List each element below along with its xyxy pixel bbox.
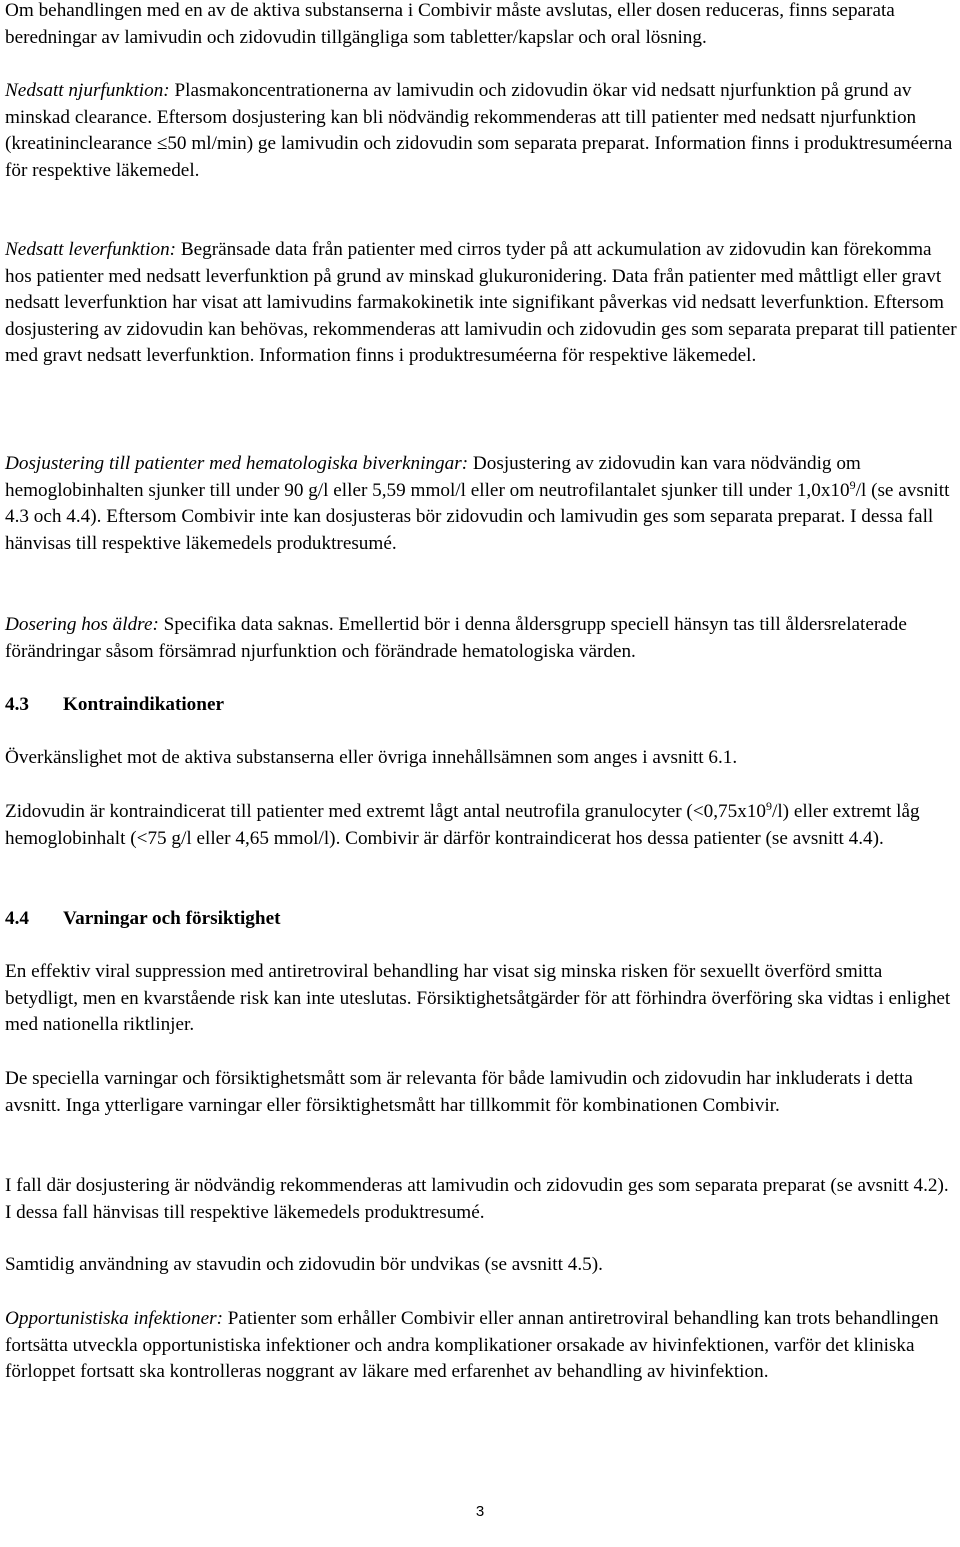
less-equal-symbol: ≤ xyxy=(156,133,168,155)
paragraph-hematologic-dose-adjustment xyxy=(5,451,957,557)
label-opportunistic-infections: Opportunistiska infektioner: xyxy=(5,1308,223,1329)
paragraph-opportunistic-infections xyxy=(5,1306,957,1386)
label-hepatic-impairment: Nedsatt leverfunktion: xyxy=(5,239,177,260)
paragraph-hepatic-impairment xyxy=(5,237,957,370)
section-title: Varningar och försiktighet xyxy=(63,908,281,929)
text-contraindication-b: /l) eller extremt låg hemoglobinhalt (<75 g/l eller 4,65 mmol/l). Combivir är därför kontraindicerat hos dessa patienter (se avsnitt 4.4). xyxy=(5,801,920,849)
label-elderly-dosing: Dosering hos äldre: xyxy=(5,614,159,635)
section-heading-contraindications xyxy=(5,692,224,719)
text-hematologic-a: Dosjustering av zidovudin kan vara nödvändig om hemoglobinhalten sjunker till under 90 g/l eller 5,59 mmol/l eller om neutrofilantalet sjunker till under 1,0x10 xyxy=(5,453,861,501)
section-title: Kontraindikationer xyxy=(63,694,224,715)
label-hematologic-dose-adjustment: Dosjustering till patienter med hematologiska biverkningar: xyxy=(5,453,469,474)
section-number: 4.4 xyxy=(5,908,29,929)
superscript-exponent: 9 xyxy=(849,477,856,492)
paragraph-discontinuation: Om behandlingen med en av de aktiva substanserna i Combivir måste avslutas, eller dosen reduceras, finns separata beredningar av lamivudin och zidovudin tillgängliga som tabletter/kapslar och oral lösning. xyxy=(5,0,895,48)
paragraph-viral-suppression: En effektiv viral suppression med antiretroviral behandling har visat sig minska risken för sexuellt överförd smitta betydligt, men en kvarstående risk kan inte uteslutas. Försiktighetsåtgärder för att förhindra överföring ska vidtas i enlighet med nationella riktlinjer. xyxy=(5,961,951,1036)
text-opportunistic-infections: Patienter som erhåller Combivir eller annan antiretroviral behandling kan trots behandlingen fortsätta utveckla opportunistiska infektioner och andra komplikationer orsakade av hivinfektionen, varför det kliniska förloppet fortsatt ska kontrolleras noggrant av läkare med erfarenhet av behandling av hivinfektion. xyxy=(5,1308,939,1383)
text-renal-impairment-a: Plasmakoncentrationerna av lamivudin och zidovudin ökar vid nedsatt njurfunktion på grund av minskad clearance. Eftersom dosjustering kan bli nödvändig rekommenderas att till patienter med nedsatt njurfunktion (kreatininclearance xyxy=(5,80,917,155)
paragraph-stavudine: Samtidig användning av stavudin och zidovudin bör undvikas (se avsnitt 4.5). xyxy=(5,1254,603,1275)
superscript-exponent: 9 xyxy=(766,799,773,813)
text-contraindication-a: Zidovudin är kontraindicerat till patienter med extremt lågt antal neutrofila granulocyter (<0,75x10 xyxy=(5,801,767,822)
paragraph-elderly-dosing xyxy=(5,612,957,665)
text-renal-impairment-b: 50 ml/min) ge lamivudin och zidovudin som separata preparat. Information finns i produktresuméerna för respektive läkemedel. xyxy=(5,133,953,181)
text-hepatic-impairment: Begränsade data från patienter med cirros tyder på att ackumulation av zidovudin kan förekomma hos patienter med nedsatt leverfunktion på grund av minskad glukuronidering. Data från patienter med måttligt eller gravt nedsatt leverfunktion har visat att lamivudins farmakokinetik inte signifikant påverkas vid nedsatt leverfunktion. Eftersom dosjustering av zidovudin kan behövas, rekommenderas att lamivudin och zidovudin ges som separata preparat till patienter med gravt nedsatt leverfunktion. Information finns i produktresuméerna för respektive läkemedel. xyxy=(5,239,957,367)
section-heading-warnings xyxy=(5,906,280,933)
paragraph-zidovudine-contraindication xyxy=(5,799,957,852)
text-hematologic-b: /l (se avsnitt 4.3 och 4.4). Eftersom Combivir inte kan dosjusteras bör zidovudin och lamivudin ges som separata preparat. I dessa fall hänvisas till respektive läkemedels produktresumé. xyxy=(5,479,950,554)
label-renal-impairment: Nedsatt njurfunktion: xyxy=(5,80,170,101)
paragraph-dose-adjustment: I fall där dosjustering är nödvändig rekommenderas att lamivudin och zidovudin ges som separata preparat (se avsnitt 4.2). I dessa fall hänvisas till respektive läkemedels produktresumé. xyxy=(5,1175,949,1223)
section-number: 4.3 xyxy=(5,694,29,715)
paragraph-hypersensitivity: Överkänslighet mot de aktiva substanserna eller övriga innehållsämnen som anges i avsnitt 6.1. xyxy=(5,747,738,768)
text-elderly-dosing: Specifika data saknas. Emellertid bör i denna åldersgrupp speciell hänsyn tas till åldersrelaterade förändringar såsom försämrad njurfunktion och förändrade hematologiska värden. xyxy=(5,614,907,662)
page-number: 3 xyxy=(475,1503,485,1520)
paragraph-special-warnings: De speciella varningar och försiktighetsmått som är relevanta för både lamivudin och zidovudin har inkluderats i detta avsnitt. Inga ytterligare varningar eller försiktighetsmått har tillkommit för kombinationen Combivir. xyxy=(5,1068,913,1116)
paragraph-renal-impairment xyxy=(5,78,957,184)
